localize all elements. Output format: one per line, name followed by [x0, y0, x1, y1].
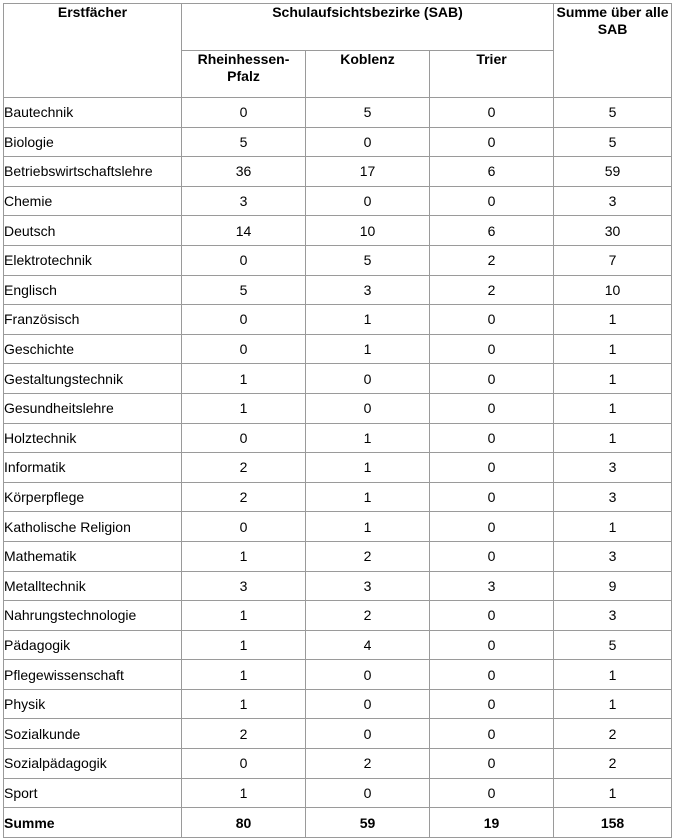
table-row	[4, 630, 672, 660]
total-row	[4, 808, 672, 838]
koblenz-cell: 2	[306, 541, 430, 571]
trier-cell: 0	[430, 186, 554, 216]
sum-cell: 3	[554, 453, 672, 483]
koblenz-cell: 17	[306, 157, 430, 187]
table-row	[4, 541, 672, 571]
sum-cell: 1	[554, 364, 672, 394]
trier-cell: 0	[430, 305, 554, 335]
rheinhessen-pfalz-cell: 0	[182, 305, 306, 335]
rheinhessen-pfalz-cell: 0	[182, 334, 306, 364]
rheinhessen-pfalz-cell: 1	[182, 778, 306, 808]
trier-cell: 0	[430, 512, 554, 542]
sum-cell: 5	[554, 98, 672, 128]
rheinhessen-pfalz-cell: 3	[182, 571, 306, 601]
trier-cell: 0	[430, 393, 554, 423]
table-row	[4, 453, 672, 483]
subject-cell: Bautechnik	[4, 98, 182, 128]
subject-cell: Englisch	[4, 275, 182, 305]
sum-cell: 3	[554, 601, 672, 631]
sum-cell: 1	[554, 305, 672, 335]
koblenz-cell: 4	[306, 630, 430, 660]
rheinhessen-pfalz-cell: 2	[182, 719, 306, 749]
trier-cell: 0	[430, 660, 554, 690]
trier-cell: 0	[430, 482, 554, 512]
trier-cell: 0	[430, 364, 554, 394]
koblenz-cell: 5	[306, 98, 430, 128]
subject-cell: Geschichte	[4, 334, 182, 364]
subject-cell: Deutsch	[4, 216, 182, 246]
table-row	[4, 482, 672, 512]
koblenz-cell: 5	[306, 245, 430, 275]
koblenz-cell: 1	[306, 334, 430, 364]
trier-cell: 0	[430, 423, 554, 453]
header-row-top	[4, 4, 672, 51]
koblenz-cell: 1	[306, 305, 430, 335]
rheinhessen-pfalz-cell: 1	[182, 601, 306, 631]
sum-cell: 1	[554, 334, 672, 364]
subject-cell: Nahrungstechnologie	[4, 601, 182, 631]
koblenz-cell: 1	[306, 453, 430, 483]
sum-cell: 1	[554, 393, 672, 423]
trier-cell: 2	[430, 275, 554, 305]
sum-cell: 59	[554, 157, 672, 187]
rheinhessen-pfalz-cell: 2	[182, 482, 306, 512]
trier-cell: 0	[430, 453, 554, 483]
table-row	[4, 749, 672, 779]
sum-cell: 3	[554, 541, 672, 571]
sum-cell: 7	[554, 245, 672, 275]
rheinhessen-pfalz-cell: 0	[182, 98, 306, 128]
district-header-trier: Trier	[430, 51, 554, 98]
rheinhessen-pfalz-cell: 36	[182, 157, 306, 187]
trier-cell: 0	[430, 98, 554, 128]
rheinhessen-pfalz-cell: 5	[182, 275, 306, 305]
sum-cell: 2	[554, 749, 672, 779]
trier-cell: 6	[430, 216, 554, 246]
total-sum: 158	[554, 808, 672, 838]
trier-cell: 0	[430, 601, 554, 631]
trier-cell: 0	[430, 630, 554, 660]
trier-cell: 0	[430, 127, 554, 157]
koblenz-cell: 0	[306, 719, 430, 749]
rheinhessen-pfalz-cell: 0	[182, 512, 306, 542]
table-row	[4, 245, 672, 275]
sum-cell: 1	[554, 660, 672, 690]
koblenz-cell: 3	[306, 275, 430, 305]
district-group-header: Schulaufsichtsbezirke (SAB)	[182, 4, 554, 51]
table-row	[4, 364, 672, 394]
subject-cell: Sozialkunde	[4, 719, 182, 749]
table-row	[4, 512, 672, 542]
rheinhessen-pfalz-cell: 2	[182, 453, 306, 483]
subject-cell: Körperpflege	[4, 482, 182, 512]
table-row	[4, 393, 672, 423]
subject-cell: Gestaltungstechnik	[4, 364, 182, 394]
total-trier: 19	[430, 808, 554, 838]
koblenz-cell: 10	[306, 216, 430, 246]
table-row	[4, 423, 672, 453]
sum-cell: 10	[554, 275, 672, 305]
trier-cell: 3	[430, 571, 554, 601]
sum-cell: 3	[554, 186, 672, 216]
table-row	[4, 98, 672, 128]
table-row	[4, 157, 672, 187]
table-row	[4, 186, 672, 216]
subject-cell: Holztechnik	[4, 423, 182, 453]
subject-cell: Metalltechnik	[4, 571, 182, 601]
koblenz-cell: 3	[306, 571, 430, 601]
rheinhessen-pfalz-cell: 0	[182, 245, 306, 275]
rheinhessen-pfalz-cell: 1	[182, 364, 306, 394]
trier-cell: 0	[430, 778, 554, 808]
subject-cell: Pflegewissenschaft	[4, 660, 182, 690]
table-row	[4, 719, 672, 749]
trier-cell: 0	[430, 541, 554, 571]
subject-cell: Pädagogik	[4, 630, 182, 660]
sum-cell: 30	[554, 216, 672, 246]
district-header-koblenz: Koblenz	[306, 51, 430, 98]
koblenz-cell: 1	[306, 482, 430, 512]
total-label: Summe	[4, 808, 182, 838]
sum-cell: 1	[554, 689, 672, 719]
rheinhessen-pfalz-cell: 1	[182, 689, 306, 719]
rheinhessen-pfalz-cell: 1	[182, 541, 306, 571]
sum-cell: 3	[554, 482, 672, 512]
subject-cell: Betriebswirtschaftslehre	[4, 157, 182, 187]
table-row	[4, 689, 672, 719]
subject-cell: Biologie	[4, 127, 182, 157]
sum-cell: 9	[554, 571, 672, 601]
trier-cell: 0	[430, 334, 554, 364]
table-row	[4, 275, 672, 305]
subject-cell: Gesundheitslehre	[4, 393, 182, 423]
sum-cell: 1	[554, 423, 672, 453]
koblenz-cell: 0	[306, 186, 430, 216]
table-row	[4, 601, 672, 631]
koblenz-cell: 0	[306, 127, 430, 157]
table-row	[4, 127, 672, 157]
trier-cell: 6	[430, 157, 554, 187]
subject-cell: Katholische Religion	[4, 512, 182, 542]
subject-cell: Französisch	[4, 305, 182, 335]
koblenz-cell: 0	[306, 689, 430, 719]
koblenz-cell: 0	[306, 393, 430, 423]
table-row	[4, 660, 672, 690]
rheinhessen-pfalz-cell: 0	[182, 749, 306, 779]
subject-cell: Mathematik	[4, 541, 182, 571]
table-row	[4, 571, 672, 601]
subject-cell: Physik	[4, 689, 182, 719]
subject-cell: Sozialpädagogik	[4, 749, 182, 779]
subject-cell: Elektrotechnik	[4, 245, 182, 275]
total-koblenz: 59	[306, 808, 430, 838]
rheinhessen-pfalz-cell: 14	[182, 216, 306, 246]
sum-cell: 5	[554, 630, 672, 660]
table-row	[4, 216, 672, 246]
table-footer	[4, 808, 672, 838]
sum-cell: 1	[554, 778, 672, 808]
sab-table	[3, 3, 672, 838]
koblenz-cell: 0	[306, 660, 430, 690]
rheinhessen-pfalz-cell: 5	[182, 127, 306, 157]
table-body	[4, 98, 672, 808]
table-row	[4, 334, 672, 364]
table-row	[4, 778, 672, 808]
trier-cell: 0	[430, 689, 554, 719]
rheinhessen-pfalz-cell: 1	[182, 630, 306, 660]
trier-cell: 0	[430, 749, 554, 779]
subject-cell: Informatik	[4, 453, 182, 483]
sum-cell: 2	[554, 719, 672, 749]
trier-cell: 2	[430, 245, 554, 275]
subject-cell: Chemie	[4, 186, 182, 216]
subject-cell: Sport	[4, 778, 182, 808]
sum-cell: 5	[554, 127, 672, 157]
rheinhessen-pfalz-cell: 1	[182, 393, 306, 423]
sum-column-header: Summe über alle SAB	[554, 4, 672, 98]
koblenz-cell: 0	[306, 364, 430, 394]
district-header-rheinhessen-pfalz: Rheinhessen-Pfalz	[182, 51, 306, 98]
koblenz-cell: 1	[306, 512, 430, 542]
rheinhessen-pfalz-cell: 0	[182, 423, 306, 453]
koblenz-cell: 2	[306, 749, 430, 779]
koblenz-cell: 2	[306, 601, 430, 631]
rheinhessen-pfalz-cell: 1	[182, 660, 306, 690]
trier-cell: 0	[430, 719, 554, 749]
total-rheinhessen-pfalz: 80	[182, 808, 306, 838]
koblenz-cell: 0	[306, 778, 430, 808]
table-header	[4, 4, 672, 98]
subject-column-header: Erstfächer	[4, 4, 182, 98]
sum-cell: 1	[554, 512, 672, 542]
table-row	[4, 305, 672, 335]
koblenz-cell: 1	[306, 423, 430, 453]
rheinhessen-pfalz-cell: 3	[182, 186, 306, 216]
